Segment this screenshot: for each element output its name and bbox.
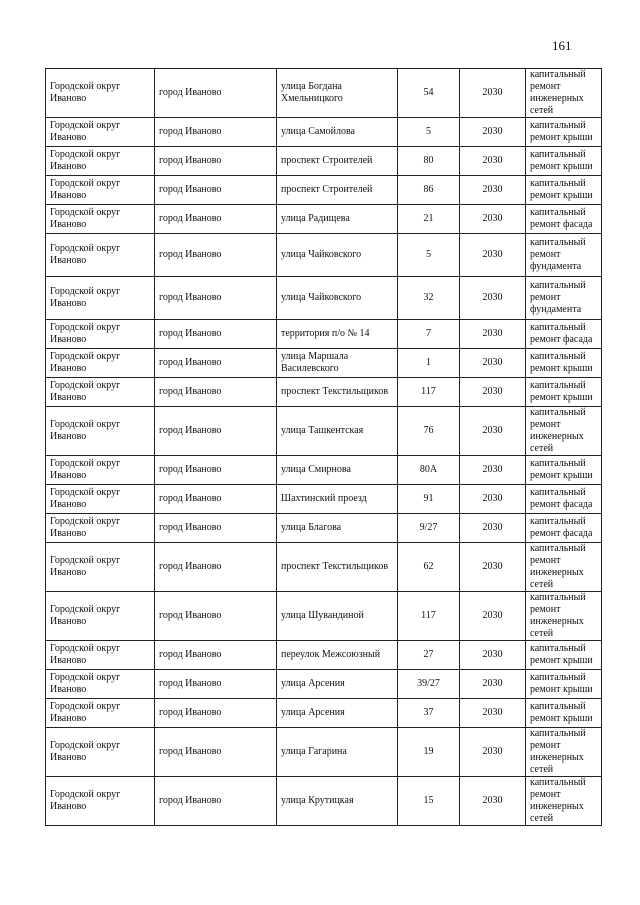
district-cell: Городской округ Иваново [46,514,155,543]
city-cell: город Иваново [155,147,277,176]
table-row [46,485,602,514]
table-row [46,407,602,456]
year-cell: 2030 [460,543,526,592]
table-row [46,118,602,147]
table-row [46,320,602,349]
work-type-cell: капитальный ремонт инженерных сетей [526,407,602,456]
street-cell: улица Смирнова [277,456,398,485]
work-type-cell: капитальный ремонт крыши [526,641,602,670]
work-type-cell: капитальный ремонт инженерных сетей [526,728,602,777]
table-row [46,277,602,320]
table-row [46,456,602,485]
street-cell: проспект Строителей [277,176,398,205]
street-cell: улица Арсения [277,699,398,728]
district-cell: Городской округ Иваново [46,147,155,176]
district-cell: Городской округ Иваново [46,407,155,456]
house-number-cell: 9/27 [398,514,460,543]
table-row [46,728,602,777]
street-cell: улица Богдана Хмельницкого [277,69,398,118]
city-cell: город Иваново [155,176,277,205]
city-cell: город Иваново [155,205,277,234]
street-cell: проспект Текстильщиков [277,378,398,407]
year-cell: 2030 [460,407,526,456]
year-cell: 2030 [460,147,526,176]
street-cell: улица Благова [277,514,398,543]
page-number: 161 [552,38,572,53]
district-cell: Городской округ Иваново [46,670,155,699]
street-cell: переулок Межсоюзный [277,641,398,670]
year-cell: 2030 [460,349,526,378]
street-cell: улица Чайковского [277,234,398,277]
work-type-cell: капитальный ремонт инженерных сетей [526,777,602,826]
district-cell: Городской округ Иваново [46,349,155,378]
house-number-cell: 7 [398,320,460,349]
table-row [46,147,602,176]
street-cell: Шахтинский проезд [277,485,398,514]
table-row [46,777,602,826]
district-cell: Городской округ Иваново [46,205,155,234]
street-cell: улица Шувандиной [277,592,398,641]
house-number-cell: 39/27 [398,670,460,699]
house-number-cell: 27 [398,641,460,670]
repair-schedule-table [45,68,602,826]
table-row [46,69,602,118]
street-cell: улица Арсения [277,670,398,699]
work-type-cell: капитальный ремонт фасада [526,205,602,234]
table-row [46,641,602,670]
work-type-cell: капитальный ремонт крыши [526,118,602,147]
house-number-cell: 91 [398,485,460,514]
table-row [46,349,602,378]
city-cell: город Иваново [155,407,277,456]
work-type-cell: капитальный ремонт крыши [526,147,602,176]
year-cell: 2030 [460,205,526,234]
year-cell: 2030 [460,699,526,728]
district-cell: Городской округ Иваново [46,118,155,147]
street-cell: улица Гагарина [277,728,398,777]
year-cell: 2030 [460,592,526,641]
year-cell: 2030 [460,728,526,777]
work-type-cell: капитальный ремонт крыши [526,378,602,407]
house-number-cell: 37 [398,699,460,728]
work-type-cell: капитальный ремонт инженерных сетей [526,543,602,592]
work-type-cell: капитальный ремонт крыши [526,670,602,699]
house-number-cell: 80 [398,147,460,176]
work-type-cell: капитальный ремонт крыши [526,699,602,728]
street-cell: улица Ташкентская [277,407,398,456]
work-type-cell: капитальный ремонт крыши [526,176,602,205]
house-number-cell: 117 [398,378,460,407]
city-cell: город Иваново [155,456,277,485]
district-cell: Городской округ Иваново [46,320,155,349]
street-cell: проспект Строителей [277,147,398,176]
table-row [46,699,602,728]
table-row [46,205,602,234]
district-cell: Городской округ Иваново [46,485,155,514]
street-cell: территория п/о № 14 [277,320,398,349]
city-cell: город Иваново [155,69,277,118]
year-cell: 2030 [460,378,526,407]
work-type-cell: капитальный ремонт крыши [526,456,602,485]
year-cell: 2030 [460,320,526,349]
street-cell: улица Радищева [277,205,398,234]
house-number-cell: 32 [398,277,460,320]
house-number-cell: 80А [398,456,460,485]
city-cell: город Иваново [155,349,277,378]
street-cell: улица Маршала Василевского [277,349,398,378]
house-number-cell: 76 [398,407,460,456]
work-type-cell: капитальный ремонт фасада [526,485,602,514]
district-cell: Городской округ Иваново [46,592,155,641]
work-type-cell: капитальный ремонт инженерных сетей [526,592,602,641]
table-row [46,670,602,699]
work-type-cell: капитальный ремонт фундамента [526,277,602,320]
city-cell: город Иваново [155,320,277,349]
city-cell: город Иваново [155,728,277,777]
work-type-cell: капитальный ремонт фасада [526,320,602,349]
street-cell: улица Чайковского [277,277,398,320]
table-row [46,234,602,277]
work-type-cell: капитальный ремонт фасада [526,514,602,543]
district-cell: Городской округ Иваново [46,699,155,728]
year-cell: 2030 [460,234,526,277]
city-cell: город Иваново [155,118,277,147]
city-cell: город Иваново [155,641,277,670]
district-cell: Городской округ Иваново [46,641,155,670]
district-cell: Городской округ Иваново [46,234,155,277]
year-cell: 2030 [460,670,526,699]
year-cell: 2030 [460,277,526,320]
table-row [46,514,602,543]
district-cell: Городской округ Иваново [46,176,155,205]
work-type-cell: капитальный ремонт инженерных сетей [526,69,602,118]
work-type-cell: капитальный ремонт крыши [526,349,602,378]
city-cell: город Иваново [155,592,277,641]
street-cell: проспект Текстильщиков [277,543,398,592]
district-cell: Городской округ Иваново [46,543,155,592]
city-cell: город Иваново [155,277,277,320]
table-row [46,176,602,205]
year-cell: 2030 [460,485,526,514]
city-cell: город Иваново [155,699,277,728]
district-cell: Городской округ Иваново [46,777,155,826]
year-cell: 2030 [460,69,526,118]
house-number-cell: 1 [398,349,460,378]
district-cell: Городской округ Иваново [46,69,155,118]
year-cell: 2030 [460,777,526,826]
table-row [46,543,602,592]
house-number-cell: 54 [398,69,460,118]
house-number-cell: 86 [398,176,460,205]
district-cell: Городской округ Иваново [46,277,155,320]
house-number-cell: 117 [398,592,460,641]
city-cell: город Иваново [155,777,277,826]
year-cell: 2030 [460,514,526,543]
year-cell: 2030 [460,118,526,147]
district-cell: Городской округ Иваново [46,728,155,777]
city-cell: город Иваново [155,514,277,543]
year-cell: 2030 [460,456,526,485]
house-number-cell: 15 [398,777,460,826]
district-cell: Городской округ Иваново [46,378,155,407]
city-cell: город Иваново [155,234,277,277]
work-type-cell: капитальный ремонт фундамента [526,234,602,277]
house-number-cell: 19 [398,728,460,777]
house-number-cell: 21 [398,205,460,234]
year-cell: 2030 [460,176,526,205]
street-cell: улица Крутицкая [277,777,398,826]
house-number-cell: 62 [398,543,460,592]
table-row [46,378,602,407]
city-cell: город Иваново [155,485,277,514]
district-cell: Городской округ Иваново [46,456,155,485]
house-number-cell: 5 [398,118,460,147]
city-cell: город Иваново [155,543,277,592]
city-cell: город Иваново [155,670,277,699]
table-row [46,592,602,641]
year-cell: 2030 [460,641,526,670]
street-cell: улица Самойлова [277,118,398,147]
city-cell: город Иваново [155,378,277,407]
house-number-cell: 5 [398,234,460,277]
